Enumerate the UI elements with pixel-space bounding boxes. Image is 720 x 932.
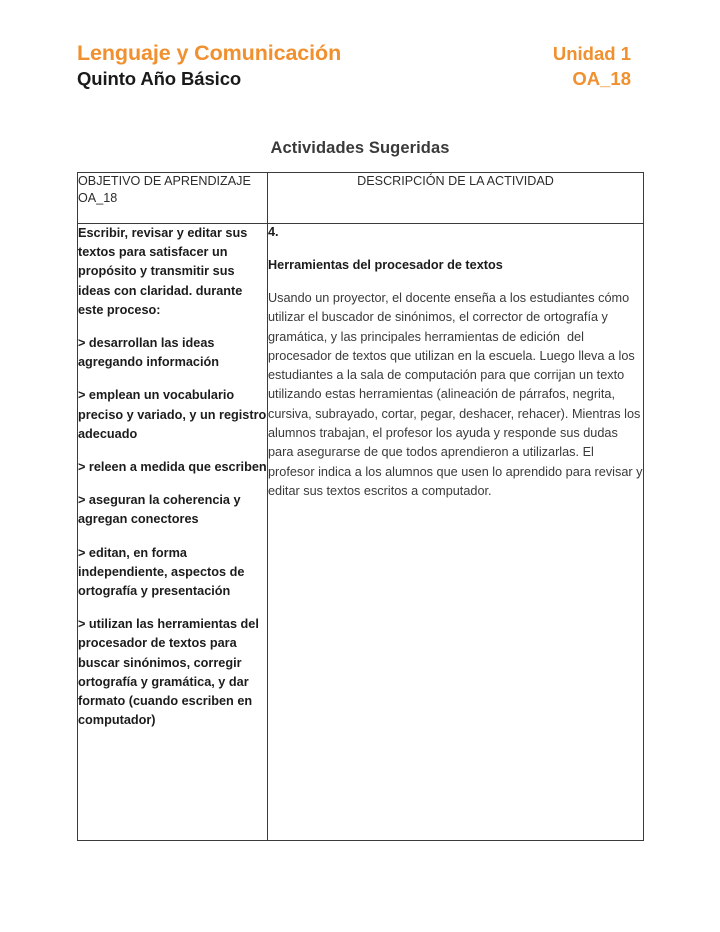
table-row <box>78 224 644 841</box>
section-title: Actividades Sugeridas <box>270 139 450 157</box>
document-header <box>77 41 643 91</box>
oa-code-label: OA_18 <box>572 68 631 89</box>
header-left-group <box>77 41 341 91</box>
subject-title: Lenguaje y Comunicación <box>77 41 342 65</box>
objective-bullet: > emplean un vocabulario preciso y variado, y un registro adecuado <box>78 388 267 441</box>
objective-bullet: > utilizan las herramientas del procesador de textos para buscar sinónimos, corregir ortografía y gramática, y dar formato (cuando escriben en computador) <box>78 617 259 728</box>
objective-intro: Escribir, revisar y editar sus textos para satisfacer un propósito y transmitir sus ideas con claridad. durante este proceso: <box>78 226 248 317</box>
objective-cell <box>78 224 268 841</box>
unit-label: Unidad 1 <box>552 43 631 64</box>
description-cell <box>268 224 647 841</box>
column-header-description: DESCRIPCIÓN DE LA ACTIVIDAD <box>268 173 644 224</box>
activity-body-text: Usando un proyector, el docente enseña a los estudiantes cómo utilizar el buscador de sinónimos, el corrector de ortografía y gramática, y las principales herramientas de edición del procesador de textos que utilizan en la escuela. Luego lleva a los estudiantes a la sala de computación para que corrijan un texto utilizando estas herramientas (alineación de párrafos, negrita, cursiva, subrayado, cortar, pegar, deshacer, rehacer). Mientras los alumnos trabajan, el profesor los ayuda y responde sus dudas para asegurarse de que todos aprendieron a utilizarlas. El profesor indica a los alumnos que usen lo aprendido para revisar y editar sus textos escritos a computador. <box>268 291 647 498</box>
column-header-objective: OBJETIVO DE APRENDIZAJE OA_18 <box>78 173 268 224</box>
objective-bullet: > editan, en forma independiente, aspectos de ortografía y presentación <box>78 545 245 599</box>
objective-bullet: > aseguran la coherencia y agregan conectores <box>78 493 241 527</box>
table-header-row <box>78 173 644 224</box>
objective-bullet: > releen a medida que escriben <box>78 460 267 475</box>
objective-bullet: > desarrollan las ideas agregando información <box>78 336 219 370</box>
header-right-group <box>553 41 643 91</box>
activities-table <box>77 172 647 841</box>
activity-number: 4. <box>268 225 279 239</box>
grade-level-title: Quinto Año Básico <box>77 68 242 89</box>
activity-subtitle: Herramientas del procesador de textos <box>268 258 503 272</box>
objective-text-block <box>78 224 267 730</box>
